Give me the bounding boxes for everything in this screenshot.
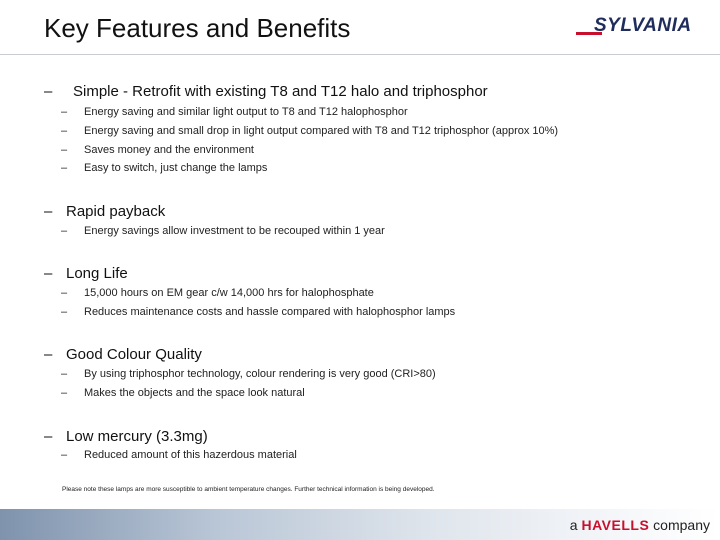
item-dash: –	[61, 125, 68, 137]
item-text: Easy to switch, just change the lamps	[84, 162, 268, 174]
heading-text: Rapid payback	[66, 203, 166, 220]
heading-dash: –	[44, 265, 53, 282]
item-dash: –	[61, 449, 68, 461]
item-text: Reduced amount of this hazerdous material	[84, 449, 297, 461]
item-dash: –	[61, 162, 68, 174]
havells-logo-text: HAVELLS	[581, 517, 650, 533]
item-dash: –	[61, 144, 68, 156]
slide-title: Key Features and Benefits	[44, 13, 351, 43]
item-text: Reduces maintenance costs and hassle compared with halophosphor lamps	[84, 306, 456, 318]
item-dash: –	[61, 225, 68, 237]
heading-dash: –	[44, 83, 53, 100]
title-divider	[0, 54, 720, 55]
item-text: Energy saving and similar light output to T8 and T12 halophosphor	[84, 106, 408, 118]
item-dash: –	[61, 368, 68, 380]
logo-text: SYLVANIA	[594, 15, 692, 36]
heading-text: Low mercury (3.3mg)	[66, 428, 208, 445]
item-text: Saves money and the environment	[84, 144, 254, 156]
item-text: 15,000 hours on EM gear c/w 14,000 hrs for halophosphate	[84, 287, 374, 299]
footer-prefix: a	[569, 517, 582, 533]
footer-brand	[570, 517, 710, 533]
heading-text: Good Colour Quality	[66, 346, 202, 363]
item-text: By using triphosphor technology, colour rendering is very good (CRI>80)	[84, 368, 436, 380]
sylvania-logo	[576, 12, 708, 42]
item-dash: –	[61, 387, 68, 399]
heading-dash: –	[44, 203, 53, 220]
heading-text: Simple - Retrofit with existing T8 and T12 halo and triphosphor	[73, 83, 488, 100]
heading-text: Long Life	[66, 265, 128, 282]
footnote: Please note these lamps are more susceptible to ambient temperature changes. Further technical information is being developed.	[62, 486, 435, 493]
item-text: Energy savings allow investment to be recouped within 1 year	[84, 225, 385, 237]
heading-dash: –	[44, 428, 53, 445]
item-text: Energy saving and small drop in light output compared with T8 and T12 triphosphor (approx 10%)	[84, 125, 559, 137]
heading-dash: –	[44, 346, 53, 363]
item-dash: –	[61, 306, 68, 318]
item-text: Makes the objects and the space look natural	[84, 387, 305, 399]
footer-suffix: company	[649, 517, 710, 533]
item-dash: –	[61, 106, 68, 118]
item-dash: –	[61, 287, 68, 299]
